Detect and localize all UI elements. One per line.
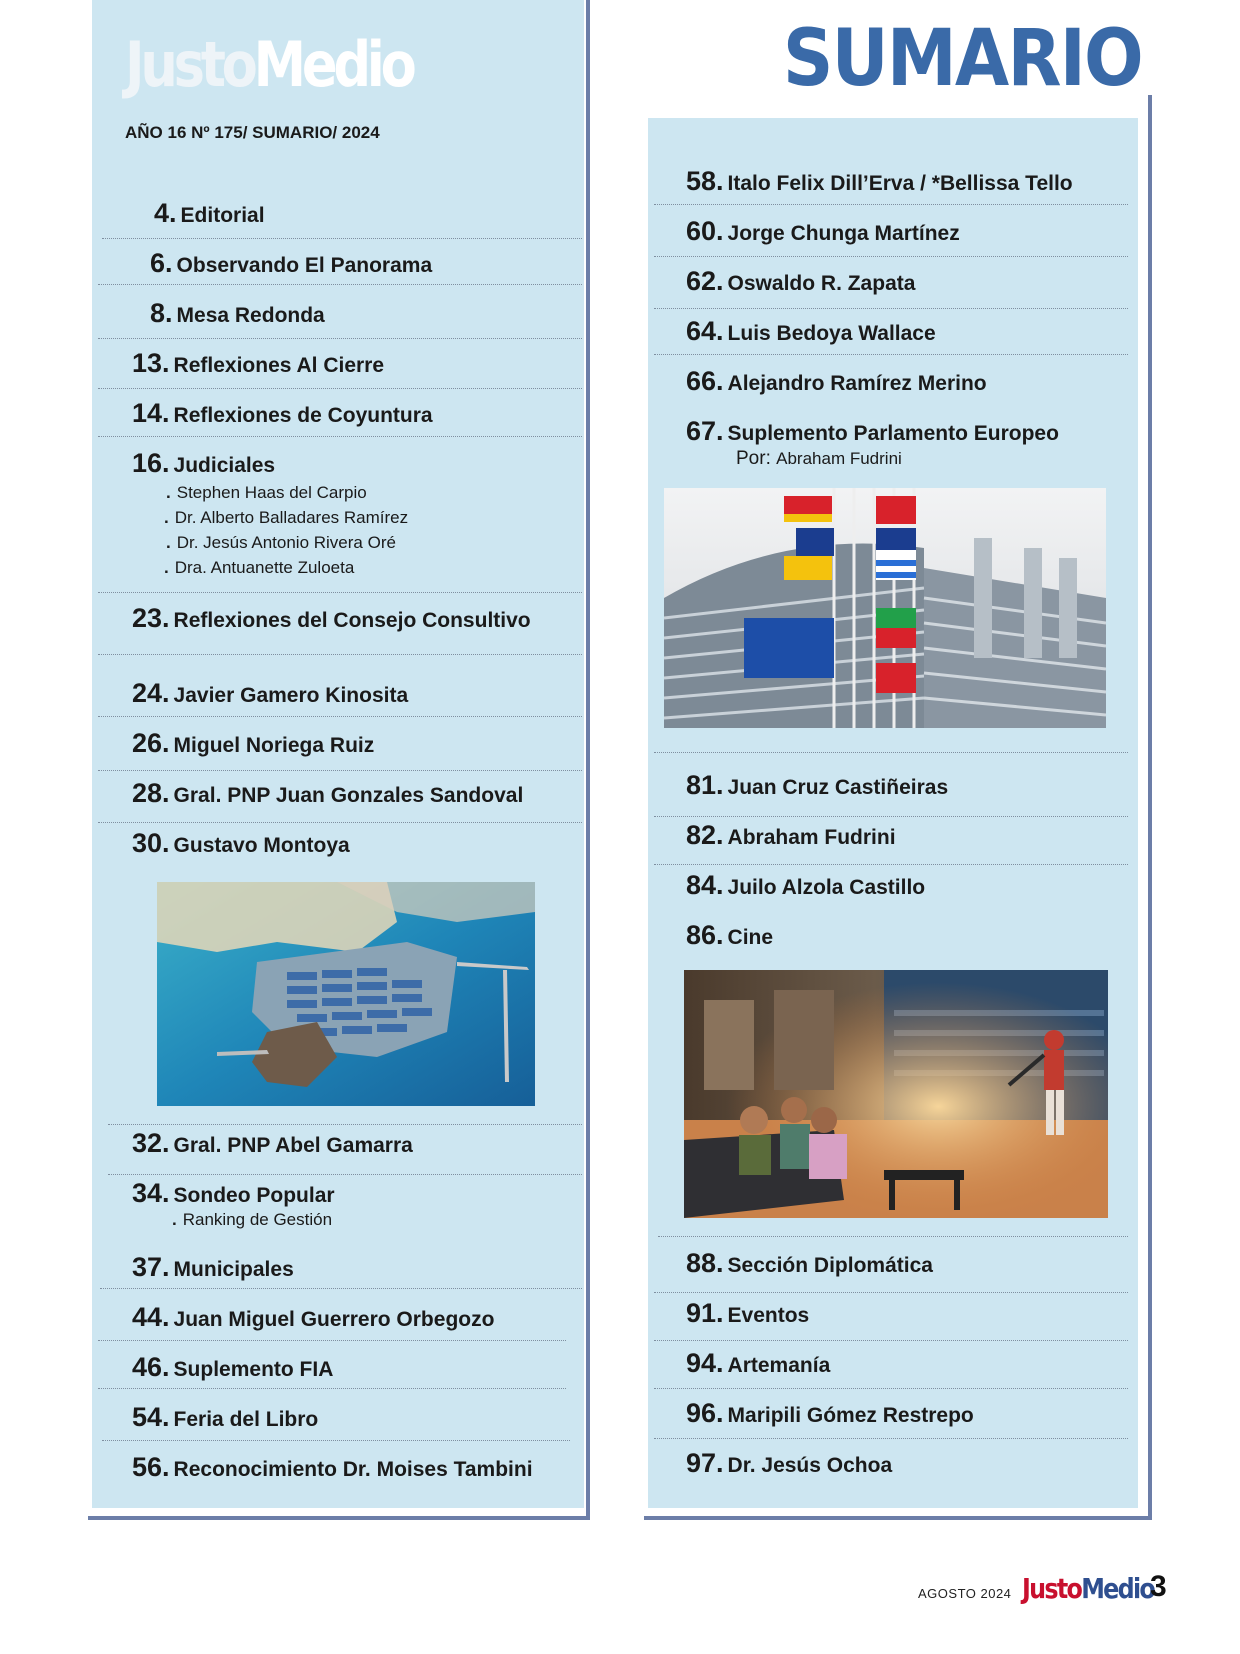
divider bbox=[98, 654, 582, 655]
right-column-border bbox=[1148, 95, 1152, 1520]
toc-entry[interactable]: 96. Maripili Gómez Restrepo bbox=[686, 1398, 974, 1428]
divider bbox=[654, 864, 1128, 865]
toc-entry[interactable]: 62. Oswaldo R. Zapata bbox=[686, 266, 916, 296]
magazine-logo: JustoMedio bbox=[125, 28, 413, 101]
toc-entry[interactable]: 4. Editorial bbox=[154, 198, 265, 228]
divider bbox=[100, 1288, 582, 1289]
toc-entry[interactable]: 44. Juan Miguel Guerrero Orbegozo bbox=[132, 1302, 495, 1332]
toc-entry[interactable]: 28. Gral. PNP Juan Gonzales Sandoval bbox=[132, 778, 524, 808]
toc-entry[interactable]: 97. Dr. Jesús Ochoa bbox=[686, 1448, 893, 1478]
divider bbox=[654, 752, 1128, 753]
divider bbox=[98, 436, 582, 437]
toc-entry[interactable]: 84. Juilo Alzola Castillo bbox=[686, 870, 926, 900]
divider bbox=[98, 592, 582, 593]
toc-entry[interactable]: 91. Eventos bbox=[686, 1298, 810, 1328]
divider bbox=[654, 354, 1128, 355]
divider bbox=[98, 1388, 566, 1389]
toc-entry[interactable]: 37. Municipales bbox=[132, 1252, 294, 1282]
byline: Por: Abraham Fudrini bbox=[736, 448, 902, 469]
divider bbox=[654, 204, 1128, 205]
toc-entry[interactable]: 66. Alejandro Ramírez Merino bbox=[686, 366, 987, 396]
divider bbox=[654, 1438, 1128, 1439]
page-title: SUMARIO bbox=[782, 14, 1142, 104]
divider bbox=[98, 284, 582, 285]
divider bbox=[98, 770, 582, 771]
european-parliament-image bbox=[664, 488, 1106, 728]
divider bbox=[102, 1440, 570, 1441]
divider bbox=[654, 1388, 1128, 1389]
toc-entry[interactable]: 6. Observando El Panorama bbox=[150, 248, 433, 278]
issue-line: AÑO 16 Nº 175/ SUMARIO/ 2024 bbox=[125, 123, 380, 142]
toc-entry[interactable]: 46. Suplemento FIA bbox=[132, 1352, 334, 1382]
toc-subentry[interactable]: . Stephen Haas del Carpio bbox=[166, 483, 367, 502]
divider bbox=[98, 338, 582, 339]
toc-entry[interactable]: 56. Reconocimiento Dr. Moises Tambini bbox=[132, 1452, 533, 1482]
toc-entry[interactable]: 8. Mesa Redonda bbox=[150, 298, 325, 328]
toc-entry[interactable]: 23. Reflexiones del Consejo Consultivo bbox=[132, 603, 531, 633]
toc-entry[interactable]: 82. Abraham Fudrini bbox=[686, 820, 896, 850]
footer-logo: JustoMedio bbox=[1022, 1572, 1155, 1605]
left-column-border bbox=[586, 0, 590, 1520]
toc-subentry[interactable]: . Dr. Jesús Antonio Rivera Oré bbox=[166, 533, 396, 552]
right-column-border-bottom bbox=[644, 1516, 1152, 1520]
toc-entry[interactable]: 88. Sección Diplomática bbox=[686, 1248, 933, 1278]
toc-entry[interactable]: 64. Luis Bedoya Wallace bbox=[686, 316, 936, 346]
divider bbox=[654, 1340, 1128, 1341]
toc-entry[interactable]: 67. Suplemento Parlamento Europeo bbox=[686, 416, 1059, 446]
divider bbox=[98, 1340, 566, 1341]
divider bbox=[98, 822, 582, 823]
divider bbox=[108, 1174, 582, 1175]
divider bbox=[654, 816, 1128, 817]
toc-entry[interactable]: 30. Gustavo Montoya bbox=[132, 828, 350, 858]
toc-entry[interactable]: 34. Sondeo Popular bbox=[132, 1178, 335, 1208]
toc-entry[interactable]: 16. Judiciales bbox=[132, 448, 276, 478]
divider bbox=[108, 1124, 582, 1125]
toc-entry[interactable]: 81. Juan Cruz Castiñeiras bbox=[686, 770, 949, 800]
left-column-border-bottom bbox=[88, 1516, 590, 1520]
toc-entry[interactable]: 60. Jorge Chunga Martínez bbox=[686, 216, 960, 246]
divider bbox=[658, 1236, 1128, 1237]
toc-subentry[interactable]: . Dra. Antuanette Zuloeta bbox=[164, 558, 355, 577]
toc-entry[interactable]: 24. Javier Gamero Kinosita bbox=[132, 678, 409, 708]
divider bbox=[654, 256, 1128, 257]
toc-entry[interactable]: 32. Gral. PNP Abel Gamarra bbox=[132, 1128, 413, 1158]
footer-date: AGOSTO 2024 bbox=[918, 1586, 1012, 1601]
toc-entry[interactable]: 26. Miguel Noriega Ruiz bbox=[132, 728, 375, 758]
toc-subentry[interactable]: . Dr. Alberto Balladares Ramírez bbox=[164, 508, 409, 527]
divider bbox=[98, 388, 582, 389]
page-number: 3 bbox=[1150, 1570, 1167, 1603]
toc-entry[interactable]: 58. Italo Felix Dill’Erva / *Bellissa Tello bbox=[686, 166, 1073, 196]
toc-entry[interactable]: 14. Reflexiones de Coyuntura bbox=[132, 398, 433, 428]
toc-entry[interactable]: 86. Cine bbox=[686, 920, 774, 950]
divider bbox=[654, 1292, 1128, 1293]
toc-entry[interactable]: 54. Feria del Libro bbox=[132, 1402, 319, 1432]
port-aerial-image bbox=[157, 882, 535, 1106]
cinema-image bbox=[684, 970, 1108, 1218]
toc-subentry[interactable]: . Ranking de Gestión bbox=[172, 1210, 333, 1229]
divider bbox=[102, 238, 582, 239]
divider bbox=[98, 716, 582, 717]
toc-entry[interactable]: 13. Reflexiones Al Cierre bbox=[132, 348, 385, 378]
toc-entry[interactable]: 94. Artemanía bbox=[686, 1348, 831, 1378]
divider bbox=[654, 308, 1128, 309]
